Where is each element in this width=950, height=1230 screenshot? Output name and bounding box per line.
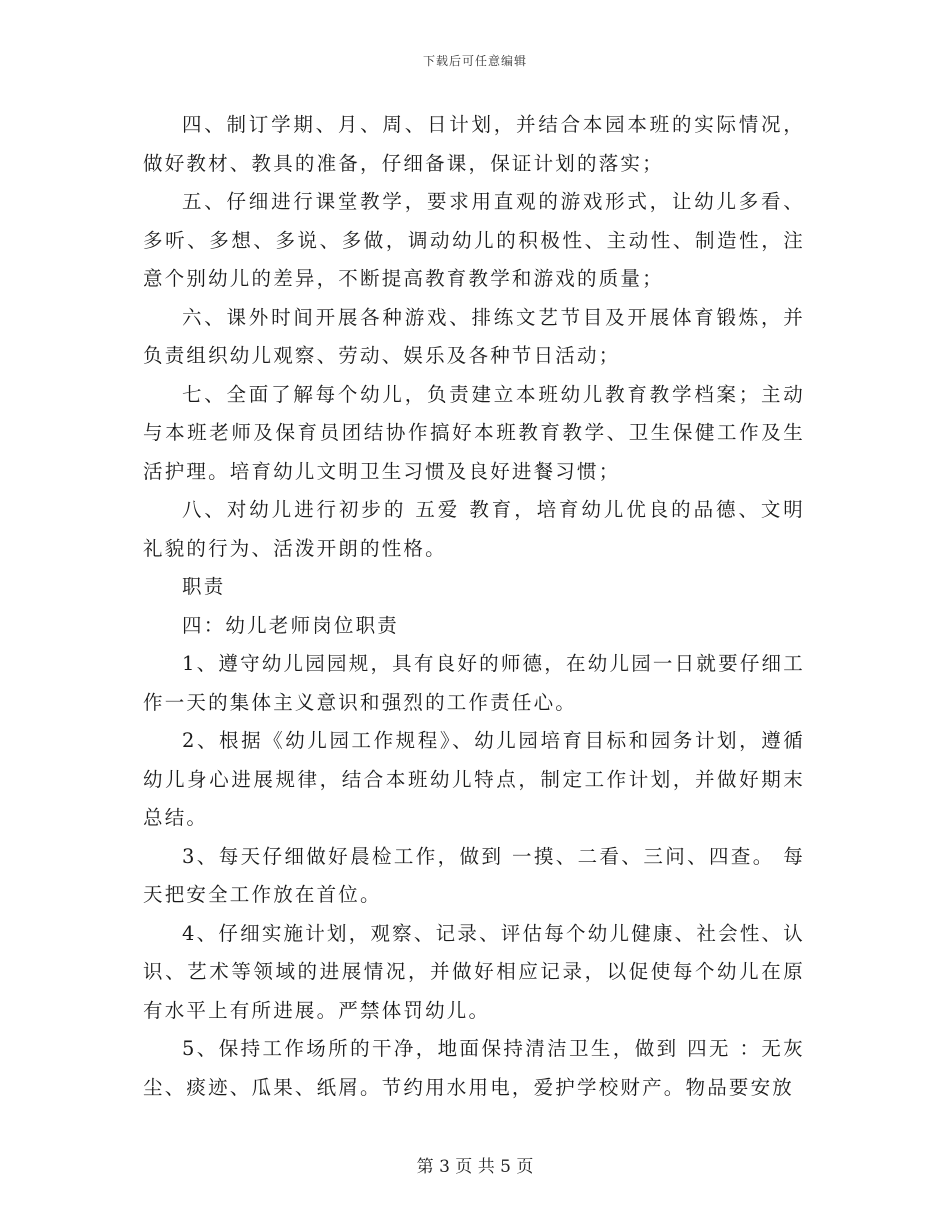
paragraph: 4、仔细实施计划，观察、记录、评估每个幼儿健康、社会性、认识、艺术等领域的进展情况，并做好相应记录，以促使每个幼儿在原有水平上有所进展。严禁体罚幼儿。 bbox=[143, 921, 805, 1022]
paragraph: 1、遵守幼儿园园规，具有良好的师德，在幼儿园一日就要仔细工作一天的集体主义意识和强烈的工作责任心。 bbox=[143, 652, 805, 714]
page-number-footer bbox=[0, 1152, 950, 1177]
paragraph: 3、每天仔细做好晨检工作，做到 一摸、二看、三问、四查。 每天把安全工作放在首位。 bbox=[143, 844, 805, 906]
section-heading: 职责 bbox=[182, 575, 226, 598]
paragraph: 七、全面了解每个幼儿，负责建立本班幼儿教育教学档案；主动与本班老师及保育员团结协作搞好本班教育教学、卫生保健工作及生活护理。培育幼儿文明卫生习惯及良好进餐习惯； bbox=[143, 382, 805, 483]
page-header: 下载后可任意编辑 bbox=[422, 54, 527, 68]
footer-middle: 页 共 bbox=[455, 1157, 495, 1177]
footer-prefix: 第 bbox=[416, 1157, 434, 1177]
total-page-count: 5 bbox=[500, 1157, 511, 1177]
paragraph: 5、保持工作场所的干净，地面保持清洁卫生，做到 四无 ：无灰尘、痰迹、瓜果、纸屑。节约用水用电，爱护学校财产。物品要安放 bbox=[143, 1037, 805, 1099]
paragraph: 四、制订学期、月、周、日计划，并结合本园本班的实际情况，做好教材、教具的准备，仔细备课，保证计划的落实； bbox=[143, 113, 805, 175]
paragraph: 八、对幼儿进行初步的 五爱 教育，培育幼儿优良的品德、文明礼貌的行为、活泼开朗的性格。 bbox=[143, 498, 805, 560]
paragraph: 六、课外时间开展各种游戏、排练文艺节目及开展体育锻炼，并负责组织幼儿观察、劳动、娱乐及各种节日活动； bbox=[143, 305, 805, 367]
paragraph: 2、根据《幼儿园工作规程》、幼儿园培育目标和园务计划，遵循幼儿身心进展规律，结合本班幼儿特点，制定工作计划，并做好期末总结。 bbox=[143, 729, 805, 829]
footer-suffix: 页 bbox=[516, 1157, 534, 1177]
paragraph: 五、仔细进行课堂教学，要求用直观的游戏形式，让幼儿多看、多听、多想、多说、多做，调动幼儿的积极性、主动性、制造性，注意个别幼儿的差异，不断提高教育教学和游戏的质量； bbox=[143, 190, 805, 290]
section-title: 四：幼儿老师岗位职责 bbox=[182, 613, 400, 637]
document-body bbox=[143, 106, 805, 1107]
current-page-number: 3 bbox=[439, 1157, 450, 1177]
